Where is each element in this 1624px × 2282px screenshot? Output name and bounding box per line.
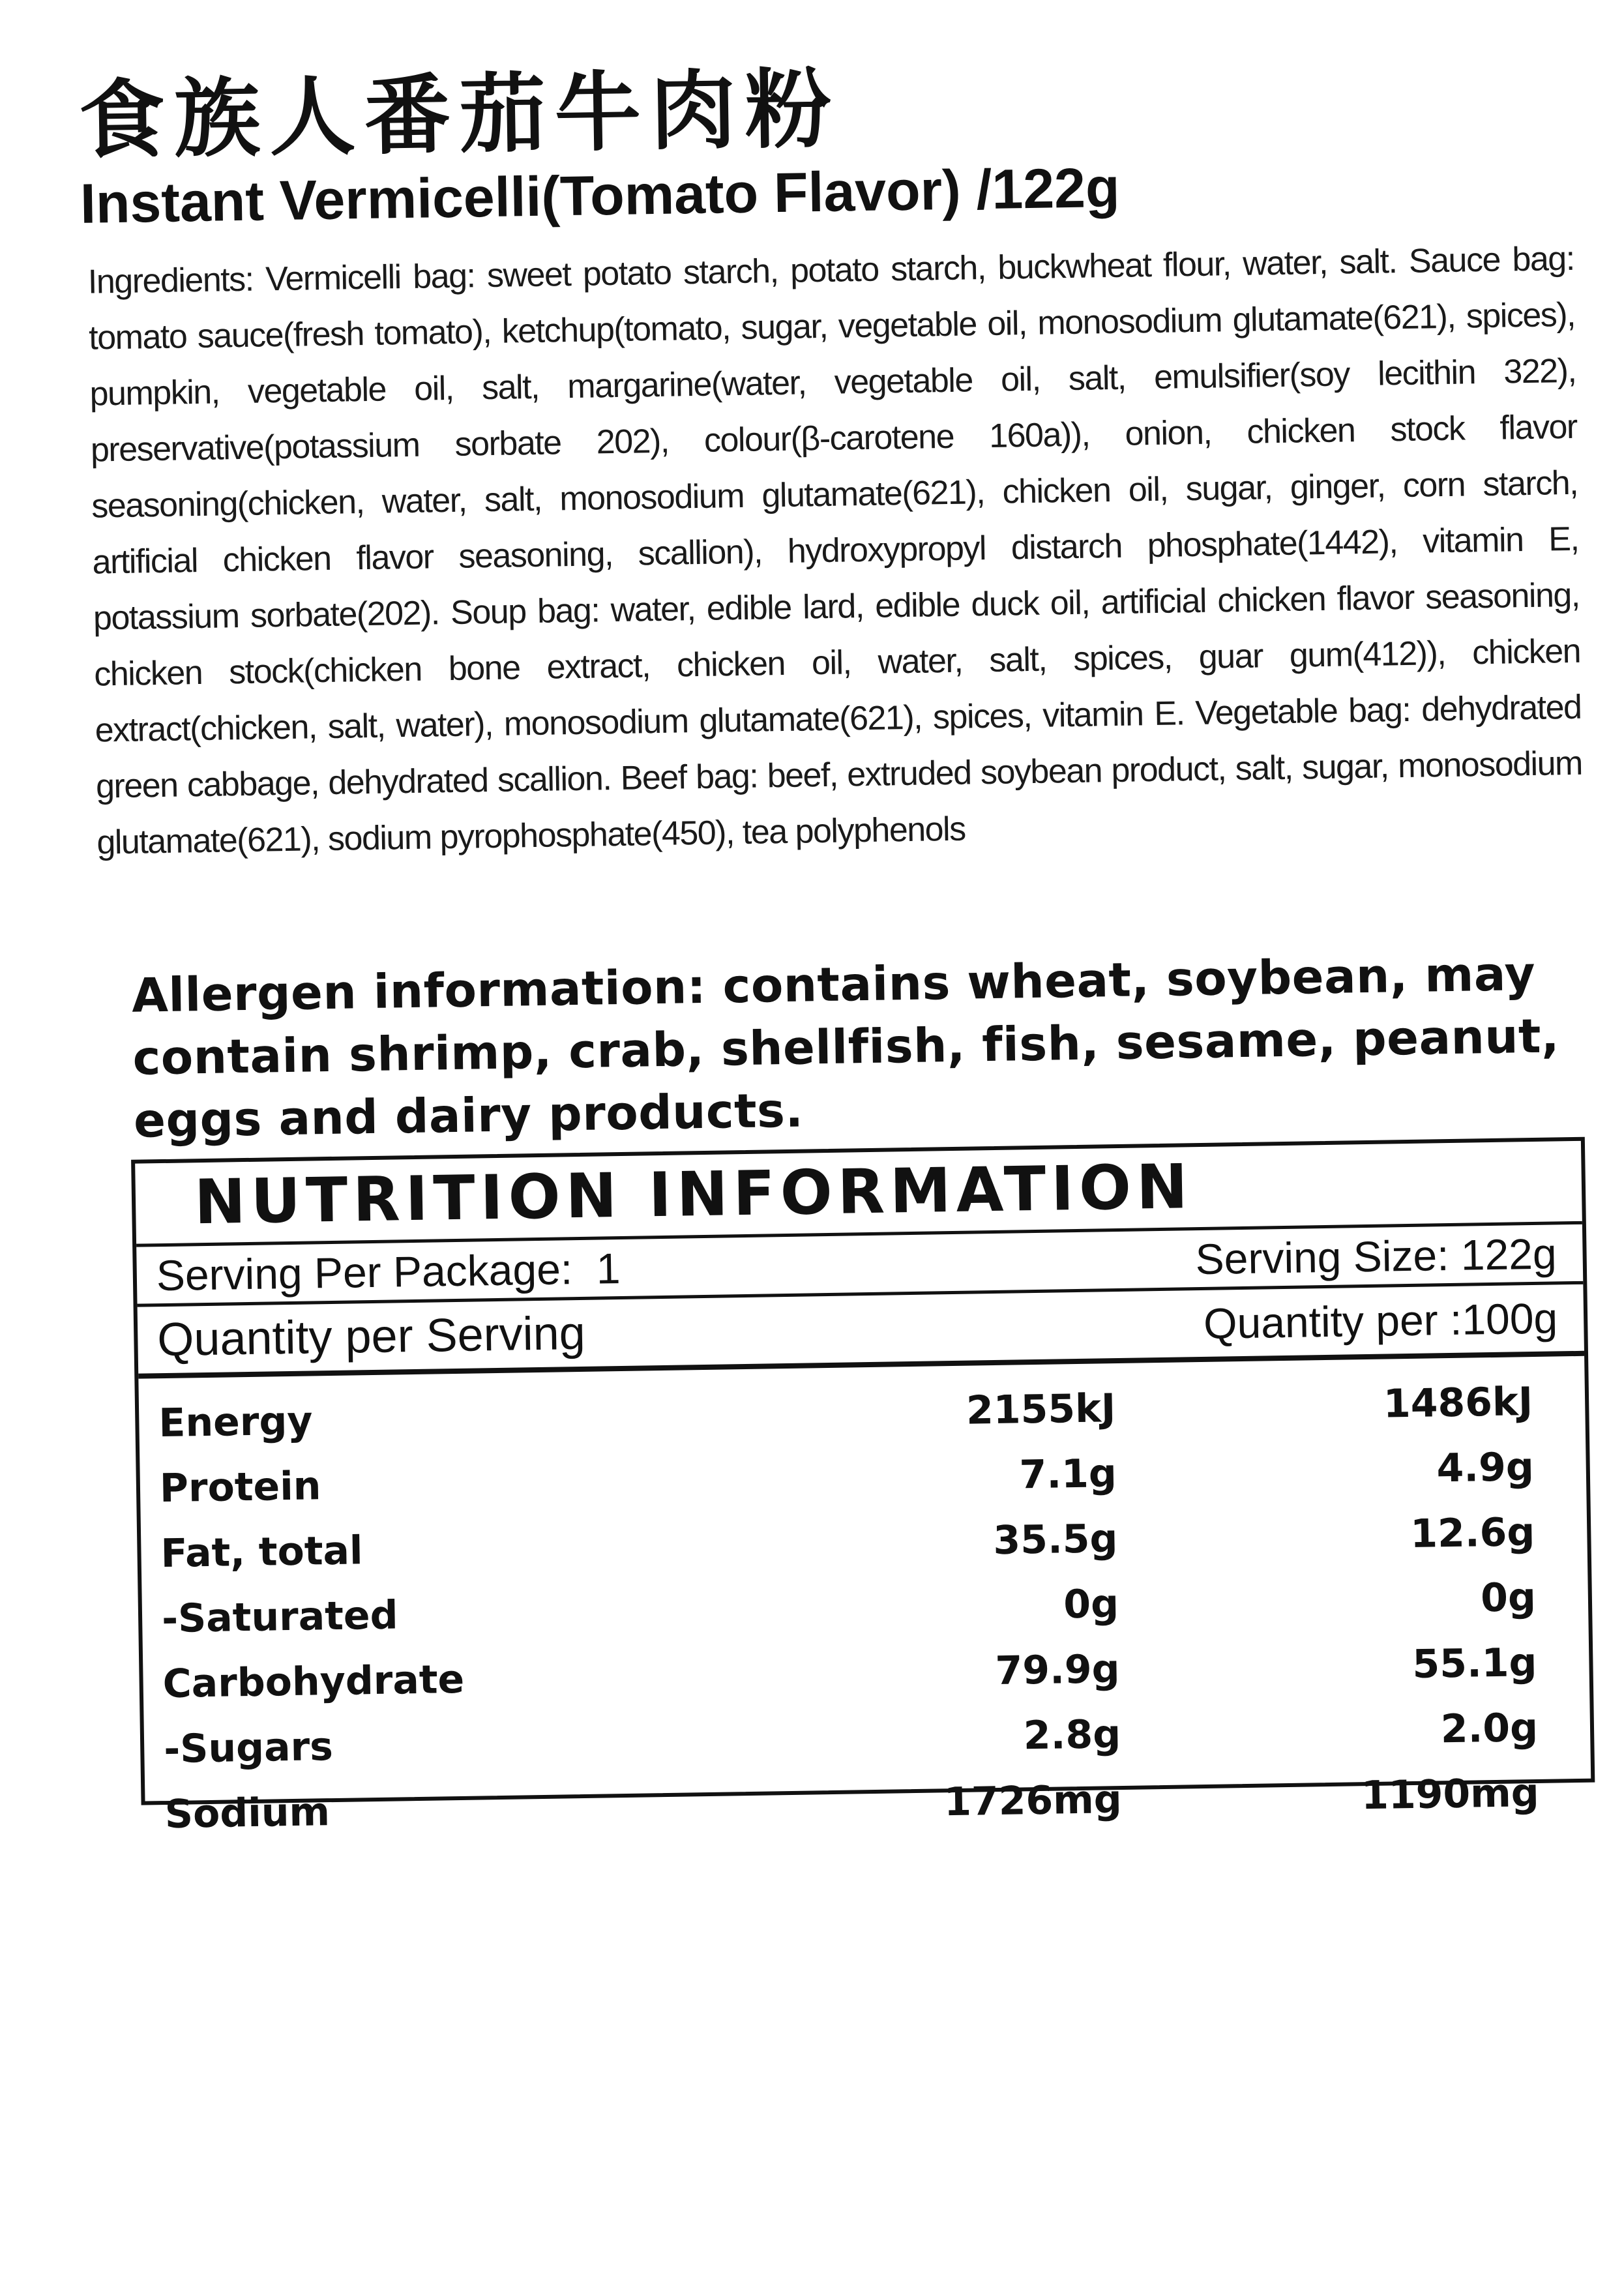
product-label [72,55,1601,1969]
nutrient-name: Fat, total [160,1528,364,1577]
serving-per-package [156,1243,621,1300]
nutrient-name: Carbohydrate [162,1656,465,1708]
serving-per-package-value: 1 [596,1243,621,1293]
per-serving-value: 2.8g [1023,1712,1121,1759]
nutrient-table [138,1356,1591,1847]
product-title-chinese: 食族人番茄牛肉粉 [78,59,842,171]
product-title-english: Instant Vermicelli(Tomato Flavor) /122g [80,156,1121,235]
per-100g-value: 55.1g [1411,1640,1537,1687]
nutrient-name: Energy [158,1398,313,1447]
quantity-per-100g-header: Quantity per :100g [1203,1294,1558,1348]
per-serving-value: 0g [1063,1581,1119,1628]
serving-per-package-label: Serving Per Package: [156,1244,573,1299]
nutrient-name: Sodium [164,1789,331,1838]
per-serving-value: 79.9g [994,1646,1121,1695]
quantity-per-serving-header: Quantity per Serving [156,1307,586,1367]
nutrient-name: -Sugars [163,1724,334,1773]
per-serving-value: 2155kJ [966,1386,1116,1434]
nutrition-information-panel [131,1137,1595,1838]
per-100g-value: 4.9g [1436,1444,1535,1492]
per-serving-value: 7.1g [1019,1451,1117,1498]
ingredients-list: Ingredients: Vermicelli bag: sweet potato starch, potato starch, buckwheat flour, water, salt. Sauce bag: tomato sauce(fresh tomato), ketchup(tomato, sugar, vegetable oil, monosodium glutamate(621), spices), pumpkin, vegetable oil, salt, margarine(water, vegetable oil, salt, emulsifier(soy lecithin 322), preservative(potassium sorbate 202), colour(β-carotene 160a)), onion, chicken stock flavor seasoning(chicken, water, salt, monosodium glutamate(621), chicken oil, sugar, ginger, corn starch, artificial chicken flavor seasoning, scallion), hydroxypropyl distarch phosphate(1442), vitamin E, potassium sorbate(202). Soup bag: water, edible lard, edible duck oil, artificial chicken flavor seasoning, chicken stock(chicken bone extract, chicken oil, water, salt, spices, guar gum(412)), chicken extract(chicken, salt, water), monosodium glutamate(621), spices, vitamin E. Vegetable bag: dehydrated green cabbage, dehydrated scallion. Beef bag: beef, extruded soybean product, salt, sugar, monosodium glutamate(621), sodium pyrophosphate(450), tea polyphenols [87,239,1583,862]
per-100g-value: 2.0g [1440,1704,1539,1753]
per-100g-value: 12.6g [1410,1509,1535,1558]
per-serving-value: 35.5g [992,1516,1118,1564]
per-100g-value: 0g [1480,1575,1537,1622]
nutrition-panel-title: NUTRITION INFORMATION [135,1141,1582,1247]
nutrient-name: Protein [159,1463,321,1512]
serving-size: Serving Size: 122g [1195,1228,1558,1283]
per-100g-value: 1486kJ [1383,1379,1533,1427]
per-100g-value: 1190mg [1361,1770,1540,1819]
nutrient-name: -Saturated [161,1592,399,1642]
per-serving-value: 1726mg [943,1777,1123,1826]
allergen-information: Allergen information: contains wheat, soybean, may contain shrimp, crab, shellfish, fish, sesame, peanut, eggs and dairy products. [131,945,1560,1148]
